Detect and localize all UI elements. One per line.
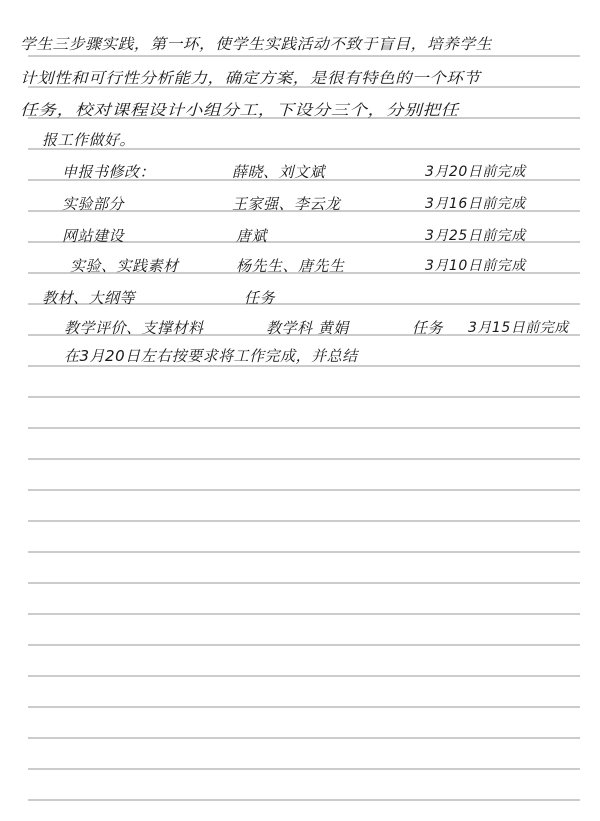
task-row-5-assignee: 任务 (244, 289, 276, 307)
task-row-4-task: 实验、实践素材 (70, 257, 179, 275)
task-row-6-deadline: 3月15日前完成 (468, 320, 569, 336)
task-row-4-deadline: 3月10日前完成 (425, 258, 526, 274)
text-line-1: 学生三步骤实践，第一环，使学生实践活动不致于盲目，培养学生 (20, 35, 492, 53)
text-line-4: 报工作做好。 (42, 131, 136, 149)
task-row-3-assignee: 唐斌 (236, 227, 268, 245)
task-row-3-deadline: 3月25日前完成 (425, 228, 526, 244)
task-row-2-assignee: 王家强、李云龙 (232, 195, 341, 213)
task-row-1-deadline: 3月20日前完成 (425, 164, 526, 180)
task-row-4-assignee: 杨先生、唐先生 (236, 257, 345, 275)
text-line-3: 任务，校对课程设计小组分工，下设分三个，分别把任 (20, 101, 459, 119)
task-row-1-task: 申报书修改： (62, 163, 156, 181)
task-row-6-assignee: 教学科 黄娟 (266, 319, 349, 337)
task-row-6-assignee-2: 任务 (412, 319, 444, 337)
task-row-3-task: 网站建设 (62, 227, 125, 245)
task-row-2-task: 实验部分 (62, 195, 125, 213)
task-row-5-task: 教材、大纲等 (42, 289, 136, 307)
task-row-2-deadline: 3月16日前完成 (425, 196, 526, 212)
task-row-6-task: 教学评价、支撑材料 (64, 319, 204, 337)
text-line-2: 计划性和可行性分析能力，确定方案，是很有特色的一个环节 (20, 69, 481, 87)
task-row-1-assignee: 薛晓、刘文斌 (232, 163, 326, 181)
text-line-final: 在3月20日左右按要求将工作完成，并总结 (64, 347, 358, 365)
